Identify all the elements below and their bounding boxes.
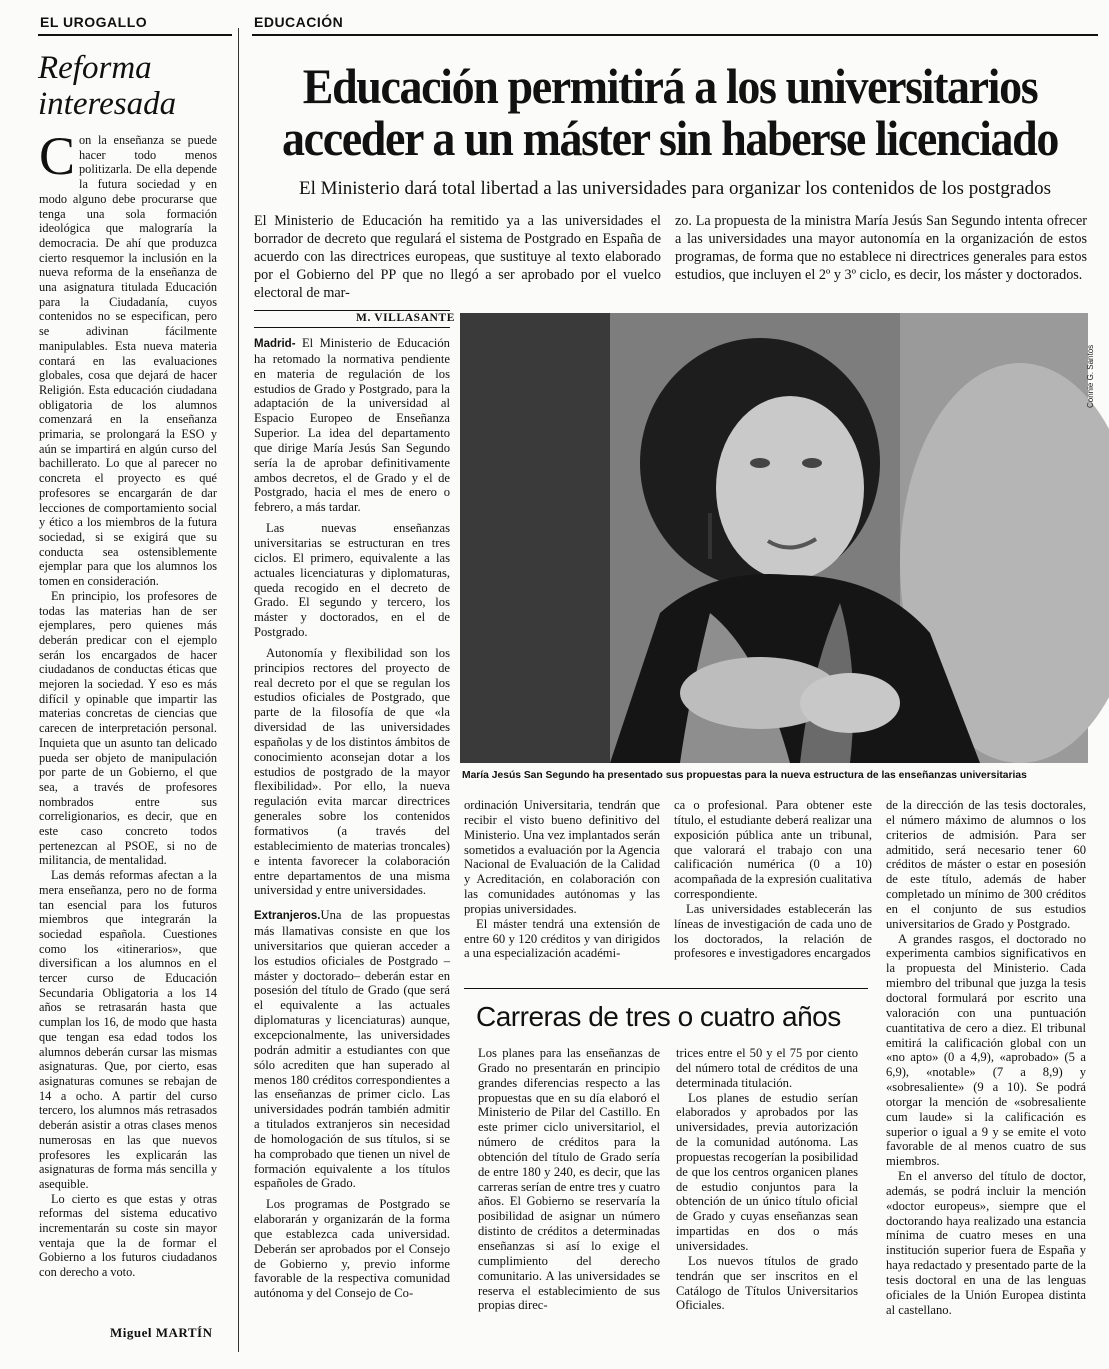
byline-rule — [254, 310, 450, 311]
sidebar-top-rule — [464, 988, 868, 989]
sidebar-column-b: trices entre el 50 y el 75 por ciento del número total de créditos de una determinada titulación. Los planes de estudio serían elaborados y aprobados por las universidades, previa autorización de la comunidad autónoma. Las propuestas recogerían la posibilidad de que los centros organicen planes de estudio conjuntos para la obtención de un único título oficial de Grado y cuyas enseñanzas sean impartidas en dos o más universidades. Los nuevos títulos de grado tendrán que ser inscritos en el Catálogo de Títulos Universitarios Oficiales. — [676, 1046, 858, 1313]
opinion-body: Con la enseñanza se puede hacer todo menos politizarla. De ella depende la futura sociedad y en modo alguno debe procurarse que tenga una sola formación ideológica que malograría la democracia. De ahí que produzca cierto resquemor la inclusión en la nueva reforma de la enseñanza de una asignatura titulada Educación para la Ciudadanía, cuyos contenidos no se especifican, pero se adivinan fácilmente manipulables. Esta nueva materia contará en las evaluaciones globales, cosa que dejará de hacer Religión. Esta educación ciudadana obligatoria de los alumnos comenzará en la enseñanza primaria, se prolongará la ESO y aún se impartirá en algún curso del bachillerato. Lo que al parecer no concreta el proyecto es qué profesores se encargarán de dar lecciones de comportamiento social y ético a los miembros de la futura sociedad, si se exigirá que su conducta sea ostensiblemente ejemplar para que los alumnos los tomen en consideración. En principio, los profesores de todas las materias han de ser ejemplares, pero quienes más deberán predicar con el ejemplo serán los encargados de hacer ciudadanos de conductas éticas que mejoren la sociedad. Y eso es más difícil y opinable que impartir las materias concretas de ciencias que carecen de interpretación personal. Inquieta que un asunto tan delicado pueda ser objeto de manipulación por parte de un Gobierno, el que sea, a través de profesores nombrados entre sus correligionarios, es decir, que en este caso concreto todos pertenezcan al PSOE, si no de militancia, de mentalidad. Las demás reformas afectan a la mera enseñanza, pero no de forma tan esencial para los futuros miembros que integrarán la sociedad española. Cuestiones como los «itinerarios», que diversifican a los alumnos en el tercer curso de Educación Secundaria Obligatoria a los 14 años se retrasarán hasta que cumplan los 16, de modo que hasta que tengan esa edad todos los alumnos deberán cursar las mismas asignaturas. Que, por cierto, esas asignaturas comunes se rebajan de 14 a ocho. A partir del curso tercero, los alumnos más retrasados deberán asistir a otras clases menos numerosas en las que nuevos profesores les explicarán las asignaturas de forma más sencilla y asequible. Lo cierto es que estas y otras reformas del sistema educativo incrementarán su coste sin mayor ventaja que la de formar el Gobierno a los futuros ciudadanos con derecho a voto. — [39, 126, 217, 1280]
sidebar-box — [464, 988, 868, 1358]
opinion-title: Reforma interesada — [38, 50, 177, 122]
byline: M. VILLASANTE — [356, 312, 455, 324]
sidebar-column-a: Los planes para las enseñanzas de Grado no presentarán en principio grandes diferencias respecto a las propuestas que en su día elaboró el Ministerio de Pilar del Castillo. En este primer ciclo universitariol, el número de créditos para la obtención del título de Grado sería de entre 180 y 240, es decir, que las carreras serían de entre tres y cuatro años. El Gobierno se reservaría la posibilidad de asignar un número distinto de créditos a determinadas enseñanzas si así lo exige el cumplimiento del derecho comunitario. A las universidades se reserva el establecimiento de sus propias direc- — [478, 1046, 660, 1313]
lead-left: El Ministerio de Educación ha remitido ya a las universidades el borrador de decreto que regulará el sistema de Postgrado en España de acuerdo con las directrices europeas, que sustituye al texto elaborado por el Gobierno del PP que no llegó a ser aprobado por el vuelco electoral de mar- — [254, 213, 661, 301]
header-rule-right — [252, 34, 1098, 36]
article-column-1: Madrid- El Ministerio de Educación ha retomado la normativa pendiente en materia de regulación de los estudios de Grado y Postgrado, para la adaptación de la universidad al Espacio Europeo de Enseñanza Superior. La idea del departamento que dirige María Jesús San Segundo sería la de aprobar definitivamente ambos decretos, el de Grado y el de Postgrado, hacia el mes de enero o febrero, a más tardar. Las nuevas enseñanzas universitarias se estructuran en tres ciclos. El primero, equivalente a las actuales licenciaturas y diplomaturas, queda recogido en el decreto de Grado. El segundo y tercero, los máster y doctorados, en el de Postgrado. Autonomía y flexibilidad son los principios rectores del proyecto de real decreto por el que se regulan los estudios oficiales de Postgrado, que parte de la filosofía de que «la diversidad de las universidades españolas y de los distintos ámbitos de conocimiento aconsejan dotar a los estudios de postgrado de la mayor flexibilidad». Por ello, la nueva regulación evita marcar directrices generales sobre los contenidos formativos (a través del establecimiento de materias troncales) e intenta favorecer la colaboración entre departamentos de una misma universidad y entre universidades. Extranjeros.Una de las propuestas más llamativas consiste en que los universitarios que quieran acceder a los estudios oficiales de Postgrado –máster y doctorado– deberán estar en posesión del título de Grado (que será el equivalente a las actuales diplomaturas y licenciaturas) aunque, excepcionalmente, las universidades podrán admitir a estudiantes con que sólo acrediten que han superado al menos 180 créditos correspondientes a las enseñanzas de primer ciclo. Las universidades podrán también admitir a titulados extranjeros sin necesidad de homologación de sus títulos, si se ha comprobado que tienen un nivel de formación equivalente a los títulos españoles de Grado. Los programas de Postgrado se elaborarán y organizarán de la forma que establezca cada universidad. Deberán ser aprobados por el Consejo de Gobierno y, previo informe favorable de la respectiva comunidad autónoma y del Consejo de Co- — [254, 336, 450, 1301]
headline: Educación permitirá a los universitarios acceder a un máster sin haberse licenciado — [282, 58, 1058, 166]
column-divider-opinion — [238, 28, 239, 1352]
section-label-educacion: EDUCACIÓN — [254, 14, 344, 30]
article-column-3: ca o profesional. Para obtener este título, el estudiante deberá realizar una exposición pública ante un tribunal, que valorará el trabajo con una calificación numérica (0 a 10) acompañada de la expresión cualitativa correspondiente. Las universidades establecerán las líneas de investigación de cada uno de los doctorados, la relación de profesores e investigadores encargados — [674, 798, 872, 961]
lead-right: zo. La propuesta de la ministra María Jesús San Segundo intenta ofrecer a las universidades una mayor autonomía en la organización de estos programas, de forma que no establece ni directrices generales para estos estudios, que incluyen el 2º y 3º ciclo, es decir, los máster y doctorados. — [675, 213, 1087, 283]
portrait-illustration — [460, 313, 1088, 763]
article-photo — [460, 313, 1088, 763]
subtitle: El Ministerio dará total libertad a las universidades para organizar los contenidos de los postgrados — [298, 178, 1052, 199]
byline-rule-bottom — [254, 327, 450, 328]
dropcap-letter: C — [39, 126, 76, 186]
sidebar-title: Carreras de tres o cuatro años — [476, 1001, 841, 1032]
opinion-author: Miguel MARTÍN — [110, 1325, 213, 1340]
photo-credit: Connie G. Santos — [1086, 344, 1095, 408]
photo-caption: María Jesús San Segundo ha presentado sus propuestas para la nueva estructura de las enseñanzas universitarias — [462, 770, 1027, 781]
article-column-2: ordinación Universitaria, tendrán que recibir el visto bueno definitivo del Ministerio. Una vez implantados serán sometidos a evaluación por la Agencia Nacional de Evaluación de la Calidad y Acreditación, en colaboración con las comunidades autónomas y las propias universidades. El máster tendrá una extensión de entre 60 y 120 créditos y van dirigidos a una especialización académi- — [464, 798, 660, 961]
header-rule-left — [38, 34, 232, 36]
article-column-4: de la dirección de las tesis doctorales, el número máximo de alumnos o los criterios de admisión. Para ser admitido, será necesario tener 60 créditos de máster o estar en posesión de este título, además de haber completado un mínimo de 300 créditos en el conjunto de sus estudios universitarios de Grado y Postgrado. A grandes rasgos, el doctorado no experimenta cambios significativos en la propuesta del Ministerio. Cada miembro del tribunal que juzga la tesis doctoral formulará por escrito una valoración con una puntuación cuantitativa de cero a diez. El tribunal emitirá la calificación global con un «no apto» (0 a 4,9), «aprobado» (5 a 6,9), «notable» (7 a 8,9) y «sobresaliente» (9 a 10). Se podrá otorgar la mención de «sobresaliente cum laude» si la calificación es superior o igual a 9 y se emite el voto favorable de al menos cuatro de sus miembros. En el anverso del título de doctor, además, se podrá incluir la mención «doctor europeus», siempre que el doctorando haya realizado una estancia mínima de cuatro meses en una institución superior fuera de España y haya redactado y presentado parte de la tesis doctoral en una de las lenguas oficiales de la Unión Europea distinta al castellano. — [886, 798, 1086, 1317]
dateline: Madrid- — [254, 338, 296, 350]
subhead-extranjeros: Extranjeros. — [254, 910, 321, 923]
section-label-el-urogallo: EL UROGALLO — [40, 14, 148, 30]
